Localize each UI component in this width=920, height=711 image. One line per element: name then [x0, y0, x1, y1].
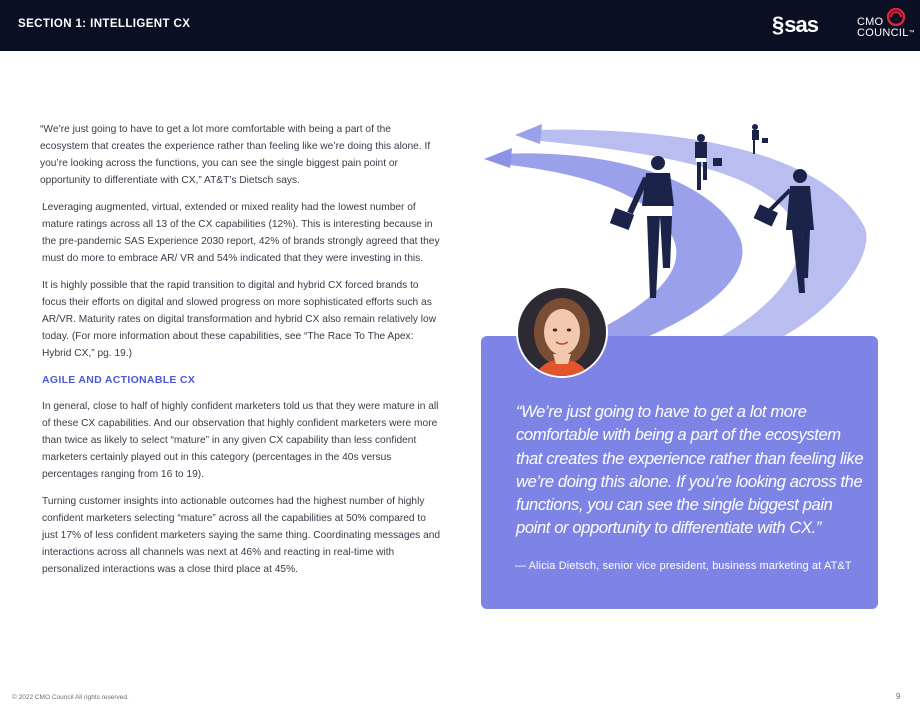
arrow-head-upper [515, 124, 542, 144]
pull-quote: “We’re just going to have to get a lot more comfortable with being a part of the ecosystem that creates the experience rather than feeling like we’re doing this alone. If you’re looking across the functions, you can see the single biggest pain point or opportunity to differentiate with CX.” [516, 402, 864, 538]
subheading-agile: AGILE AND ACTIONABLE CX [42, 374, 196, 386]
body-paragraph-transition: It is highly possible that the rapid transition to digital and hybrid CX forced brands to focus their efforts on digital and slowed progress on more sophisticated efforts such as AR/VR. Maturity rates on digital transformation and hybrid CX also remain relatively low today. (For more information about these capabilities, see “The Race To The Apex: Hybrid CX,” pg. 19.) [42, 280, 437, 359]
sas-logo: §sas [772, 12, 818, 37]
avatar [516, 286, 608, 378]
header-bar [0, 0, 920, 51]
quote-attribution: — Alicia Dietsch, senior vice president, business marketing at AT&T [515, 560, 852, 572]
cmo-council-logo: CMO COUNCIL™ [857, 16, 915, 39]
arrow-head-lower [484, 148, 512, 168]
body-paragraph-confident: In general, close to half of highly confident marketers told us that they were mature in all of these CX capabilities. And our observation that highly confident marketers were more than twice as likely to select “mature” in any given CX capability than less confident marketers certainly played out in this category (percentages in the 40s versus percentages ranging from 16 to 19). [42, 401, 439, 480]
section-title: SECTION 1: INTELLIGENT CX [18, 18, 191, 30]
body-column [40, 121, 442, 588]
body-paragraph-ar-vr: Leveraging augmented, virtual, extended or mixed reality had the lowest number of mature ratings across all 13 of the CX capabilities (12%). This is interesting because in the pre-pandemic SAS Experience 2030 report, 42% of brands strongly agreed that they must do more to embrace AR/ VR and 54% indicated that they were investing in this. [42, 202, 440, 264]
portrait-photo [518, 288, 606, 376]
footer-copyright: © 2022 CMO Council All rights reserved. [12, 694, 129, 701]
sas-s-icon: § [772, 12, 784, 37]
body-paragraph-dietsch: “We’re just going to have to get a lot more comfortable with being a part of the ecosystem that creates the experience rather than feeling like we’re doing this alone. If you’re looking across the functions, you can see the single biggest pain point or opportunity to differentiate with CX,” AT&T’s Dietsch says. [40, 124, 431, 186]
body-paragraph-insights: Turning customer insights into actionable outcomes had the highest number of highly confident marketers selecting “mature” across all the capabilities at 50% compared to just 17% of less confident marketers saying the same thing. Coordinating messages and interactions across all channels was next at 46% and reacting in real-time with personalized interactions was a close third place at 45%. [42, 496, 441, 575]
runner-farthest-icon [752, 124, 768, 154]
page-number: 9 [896, 692, 901, 701]
